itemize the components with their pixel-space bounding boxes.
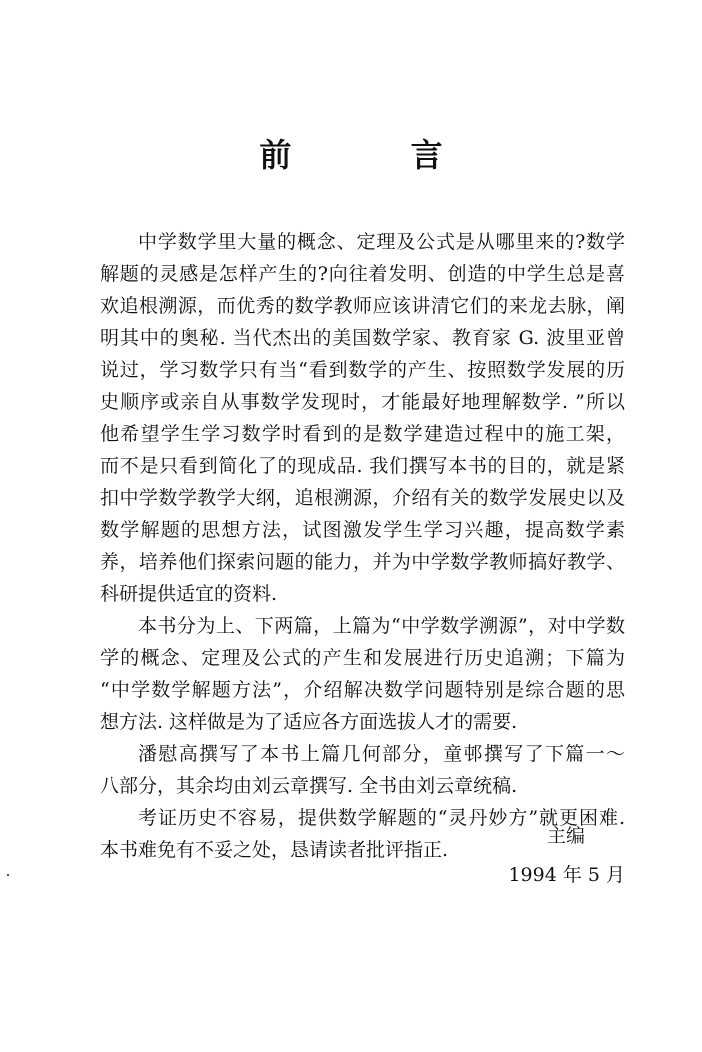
text-line: 欢追根溯源，而优秀的数学教师应该讲清它们的来龙去脉，阐 <box>100 295 625 317</box>
text-line: 想方法. 这样做是为了适应各方面选拔人才的需要. <box>100 711 518 733</box>
text-line: 本书难免有不妥之处，恳请读者批评指正. <box>100 839 449 861</box>
signature-editor: 主编 <box>546 825 585 847</box>
text-line: 数学解题的思想方法，试图激发学生学习兴趣，提高数学素 <box>100 519 625 541</box>
preface-body <box>100 226 625 866</box>
text-line: 史顺序或亲自从事数学发现时，才能最好地理解数学. ”所以 <box>100 391 625 413</box>
text-line: 潘慰高撰写了本书上篇几何部分，童邨撰写了下篇一～ <box>138 743 625 765</box>
text-line: 八部分，其余均由刘云章撰写. 全书由刘云章统稿. <box>100 775 518 797</box>
text-line: 他希望学生学习数学时看到的是数学建造过程中的施工架， <box>100 423 625 445</box>
text-line: 考证历史不容易，提供数学解题的“灵丹妙方”就更困难. <box>138 807 625 829</box>
text-line: “中学数学解题方法”，介绍解决数学问题特别是综合题的思 <box>100 679 625 701</box>
text-line: 解题的灵感是怎样产生的?向往着发明、创造的中学生总是喜 <box>100 263 625 285</box>
text-line: 明其中的奥秘. 当代杰出的美国数学家、教育家 G. 波里亚曾 <box>100 327 625 349</box>
signature-date: 1994 年 5 月 <box>508 864 625 886</box>
text-line: 学的概念、定理及公式的产生和发展进行历史追溯；下篇为 <box>100 647 625 669</box>
scan-speck <box>7 874 9 876</box>
text-line: 科研提供适宜的资料. <box>100 583 278 605</box>
text-line: 说过，学习数学只有当“看到数学的产生、按照数学发展的历 <box>100 359 625 381</box>
text-line: 而不是只看到简化了的现成品. 我们撰写本书的目的，就是紧 <box>100 455 625 477</box>
page-title: 前 言 <box>259 136 497 174</box>
text-line: 扣中学数学教学大纲，追根溯源，介绍有关的数学发展史以及 <box>100 487 625 509</box>
text-line: 本书分为上、下两篇，上篇为“中学数学溯源”，对中学数 <box>138 615 625 637</box>
text-line: 养，培养他们探索问题的能力，并为中学数学教师搞好教学、 <box>100 551 625 573</box>
text-line: 中学数学里大量的概念、定理及公式是从哪里来的?数学 <box>138 231 625 253</box>
